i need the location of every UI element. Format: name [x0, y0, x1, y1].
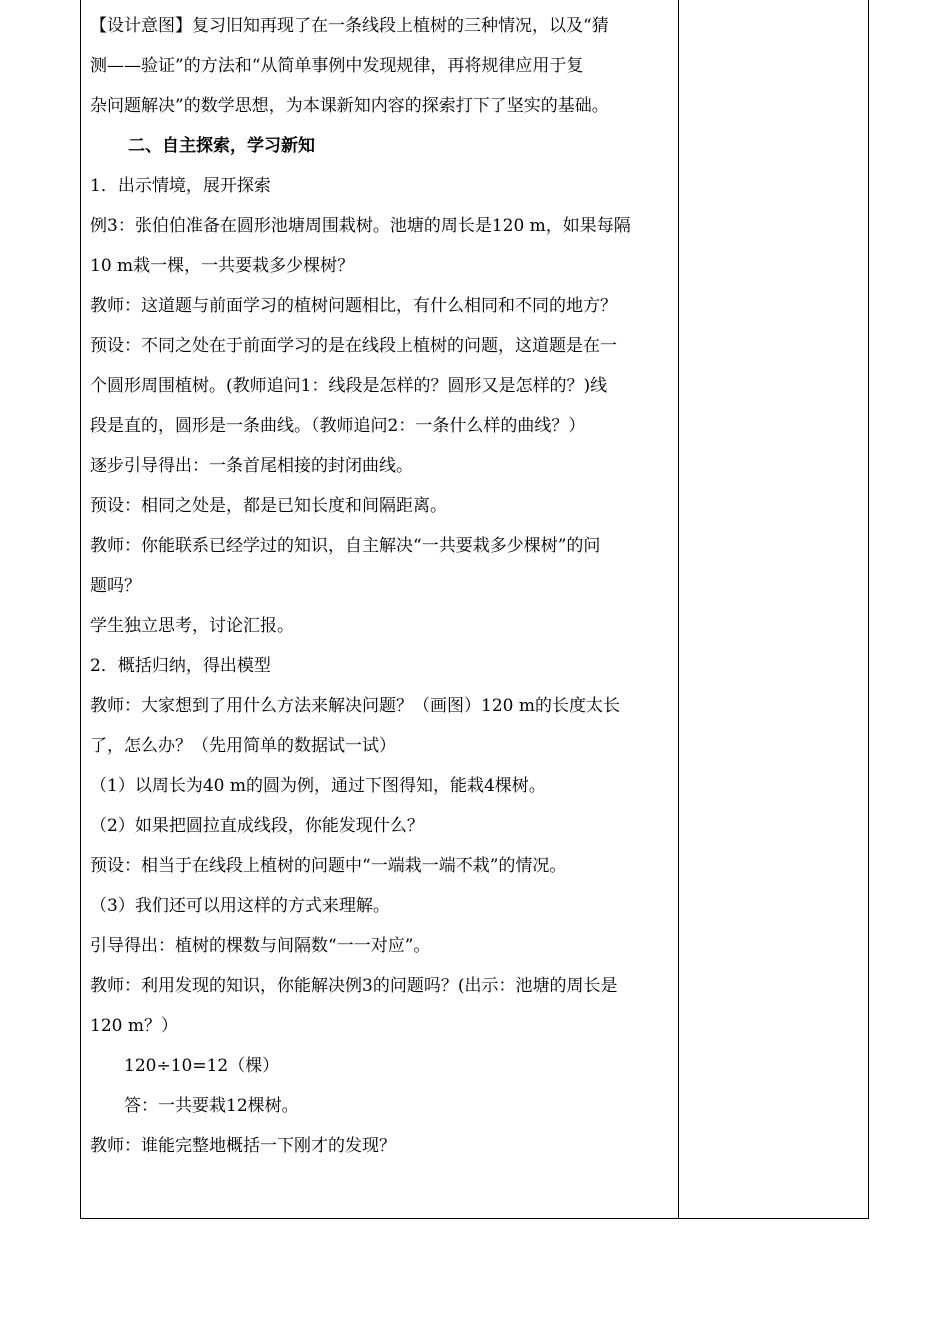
step-3: （3）我们还可以用这样的方式来理解。: [90, 896, 390, 916]
lesson-table: [80, 0, 869, 1219]
step-2: （2）如果把圆拉直成线段，你能发现什么？: [90, 816, 424, 836]
example-line-2: 10 m栽一棵，一共要栽多少棵树？: [90, 256, 355, 276]
section-heading: 二、自主探索，学习新知: [128, 136, 315, 156]
step-1: （1）以周长为40 m的圆为例，通过下图得知，能栽4棵树。: [90, 776, 546, 796]
preset-similarity: 预设：相同之处是，都是已知长度和间隔距离。: [90, 496, 447, 516]
teacher-question-4-line-2: 120 m？）: [90, 1016, 178, 1036]
teacher-question-3-line-1: 教师：大家想到了用什么方法来解决问题？（画图）120 m的长度太长: [90, 696, 620, 716]
teacher-question-3-line-2: 了，怎么办？（先用简单的数据试一试）: [90, 736, 396, 756]
design-intent-line-2: 测——验证”的方法和“从简单事例中发现规律，再将规律应用于复: [90, 56, 584, 76]
preset-line-segment: 预设：相当于在线段上植树的问题中“一端栽一端不栽”的情况。: [90, 856, 567, 876]
design-intent-line-1: 【设计意图】复习旧知再现了在一条线段上植树的三种情况，以及“猜: [90, 16, 609, 36]
guided-conclusion-1: 逐步引导得出：一条首尾相接的封闭曲线。: [90, 456, 413, 476]
teacher-question-2-line-2: 题吗？: [90, 576, 141, 596]
preset-line-1: 预设：不同之处在于前面学习的是在线段上植树的问题，这道题是在一: [90, 336, 617, 356]
preset-line-3: 段是直的，圆形是一条曲线。（教师追问2：一条什么样的曲线？）: [90, 416, 586, 436]
lesson-content: [90, 6, 675, 1166]
preset-line-2: 个圆形周围植树。(教师追问1：线段是怎样的？圆形又是怎样的？)线: [90, 376, 608, 396]
student-activity: 学生独立思考，讨论汇报。: [90, 616, 294, 636]
subheading-2: 2．概括归纳，得出模型: [90, 656, 271, 676]
notes-cell: [679, 0, 868, 1218]
teacher-question-2-line-1: 教师：你能联系已经学过的知识，自主解决“一共要栽多少棵树”的问: [90, 536, 601, 556]
example-line-1: 例3：张伯伯准备在圆形池塘周围栽树。池塘的周长是120 m，如果每隔: [90, 216, 631, 236]
calculation: 120÷10=12（棵）: [124, 1056, 280, 1076]
teacher-question-1: 教师：这道题与前面学习的植树问题相比，有什么相同和不同的地方？: [90, 296, 617, 316]
subheading-1: 1．出示情境，展开探索: [90, 176, 271, 196]
teacher-question-4-line-1: 教师：利用发现的知识，你能解决例3的问题吗？(出示：池塘的周长是: [90, 976, 618, 996]
guided-conclusion-2: 引导得出：植树的棵数与间隔数“一一对应”。: [90, 936, 431, 956]
design-intent-line-3: 杂问题解决”的数学思想，为本课新知内容的探索打下了坚实的基础。: [90, 96, 609, 116]
answer: 答：一共要栽12棵树。: [124, 1096, 299, 1116]
teacher-question-5: 教师：谁能完整地概括一下刚才的发现？: [90, 1136, 396, 1156]
